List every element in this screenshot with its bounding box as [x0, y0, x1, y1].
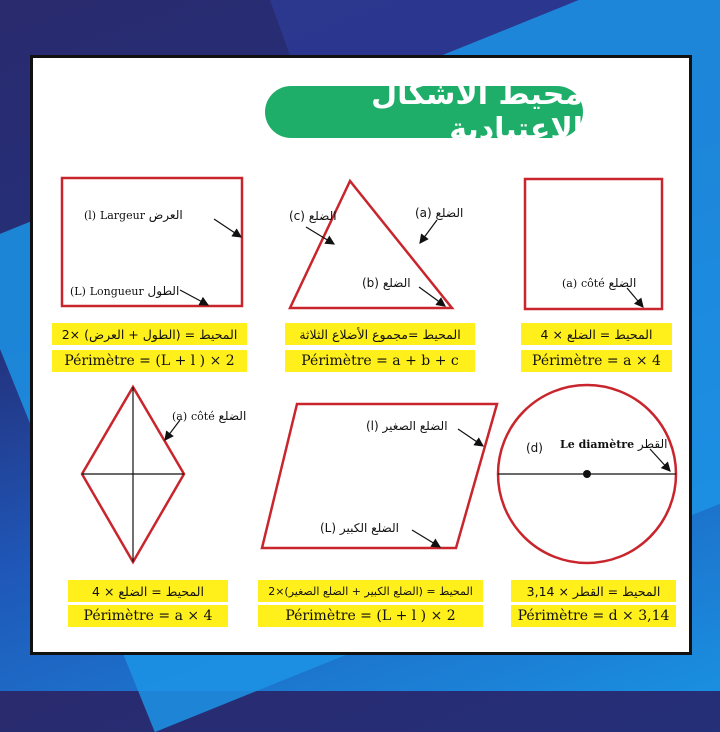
- rectangle-formula-fr: Périmètre = (L + l ) × 2: [52, 350, 247, 372]
- parallelogram-formula-fr: Périmètre = (L + l ) × 2: [258, 605, 483, 627]
- rectangle-length-label: [70, 284, 179, 299]
- parallelogram-small-arrow: [458, 429, 483, 446]
- triangle-side-a-symbol: (a): [415, 206, 432, 220]
- triangle-formula-fr: Périmètre = a + b + c: [285, 350, 475, 372]
- circle-diameter-symbol: (d): [526, 441, 543, 455]
- triangle-side-c-label: [289, 209, 337, 223]
- rhombus-side-label: [172, 409, 246, 424]
- rectangle-length-arrow: [180, 290, 208, 305]
- square-formula-ar: المحيط = الضلع × 4: [521, 323, 672, 345]
- page-title: محيط الأشكال الاعتيادية: [265, 86, 583, 138]
- rectangle-width-fr: Largeur: [99, 209, 145, 222]
- parallelogram-small-symbol: (l): [366, 419, 379, 433]
- square-side-label: [562, 276, 636, 291]
- triangle-side-c-symbol: (c): [289, 209, 305, 223]
- parallelogram-small-ar: الضلع الصغير: [382, 419, 448, 433]
- triangle-side-c-arrow: [306, 227, 334, 244]
- rhombus-side-fr: côté: [190, 410, 215, 423]
- square-side-ar: الضلع: [608, 276, 637, 290]
- rectangle-length-ar: الطول: [147, 284, 180, 298]
- rhombus-formula-fr: Périmètre = a × 4: [68, 605, 228, 627]
- rectangle-width-ar: العرض: [148, 208, 183, 222]
- triangle-formula-ar: المحيط =مجموع الأضلاع الثلاثة: [285, 323, 475, 345]
- circle-diameter-fr: Le diamètre: [560, 438, 635, 451]
- triangle-side-b-label: [362, 276, 411, 290]
- parallelogram-big-arrow: [412, 530, 440, 547]
- circle-diameter-arrow: [650, 449, 670, 471]
- triangle-side-c-ar: الضلع: [308, 209, 337, 223]
- square-formula-fr: Périmètre = a × 4: [521, 350, 672, 372]
- triangle-side-a-label: [415, 206, 463, 220]
- triangle-side-b-arrow: [419, 287, 445, 306]
- rectangle-width-label: [84, 208, 183, 223]
- square-side-symbol: (a): [562, 277, 578, 290]
- parallelogram-formula-ar: المحيط = (الضلع الكبير + الضلع الصغير)×2: [258, 580, 483, 602]
- parallelogram-big-label: [320, 521, 399, 535]
- rhombus-formula-ar: المحيط = الضلع × 4: [68, 580, 228, 602]
- rectangle-width-symbol: (l): [84, 209, 97, 222]
- rectangle-width-arrow: [214, 219, 241, 237]
- circle-formula-fr: Périmètre = d × 3,14: [511, 605, 676, 627]
- triangle-side-b-symbol: (b): [362, 276, 379, 290]
- square-side-fr: côté: [580, 277, 605, 290]
- rectangle-length-symbol: (L): [70, 285, 86, 298]
- triangle-side-a-ar: الضلع: [435, 206, 464, 220]
- rhombus-side-symbol: (a): [172, 410, 188, 423]
- parallelogram-big-symbol: (L): [320, 521, 337, 535]
- parallelogram-big-ar: الضلع الكبير: [339, 521, 399, 535]
- circle-center-point: [583, 470, 591, 478]
- circle-diameter-ar: القطر: [637, 437, 668, 451]
- rectangle-formula-ar: المحيط = (الطول + العرض) ×2: [52, 323, 247, 345]
- circle-formula-ar: المحيط = القطر × 3,14: [511, 580, 676, 602]
- triangle-side-b-ar: الضلع: [382, 276, 411, 290]
- circle-diameter-label: [560, 437, 667, 452]
- rhombus-side-ar: الضلع: [218, 409, 247, 423]
- parallelogram-small-label: [366, 419, 448, 433]
- rectangle-length-fr: Longueur: [89, 285, 144, 298]
- triangle-side-a-arrow: [420, 220, 437, 243]
